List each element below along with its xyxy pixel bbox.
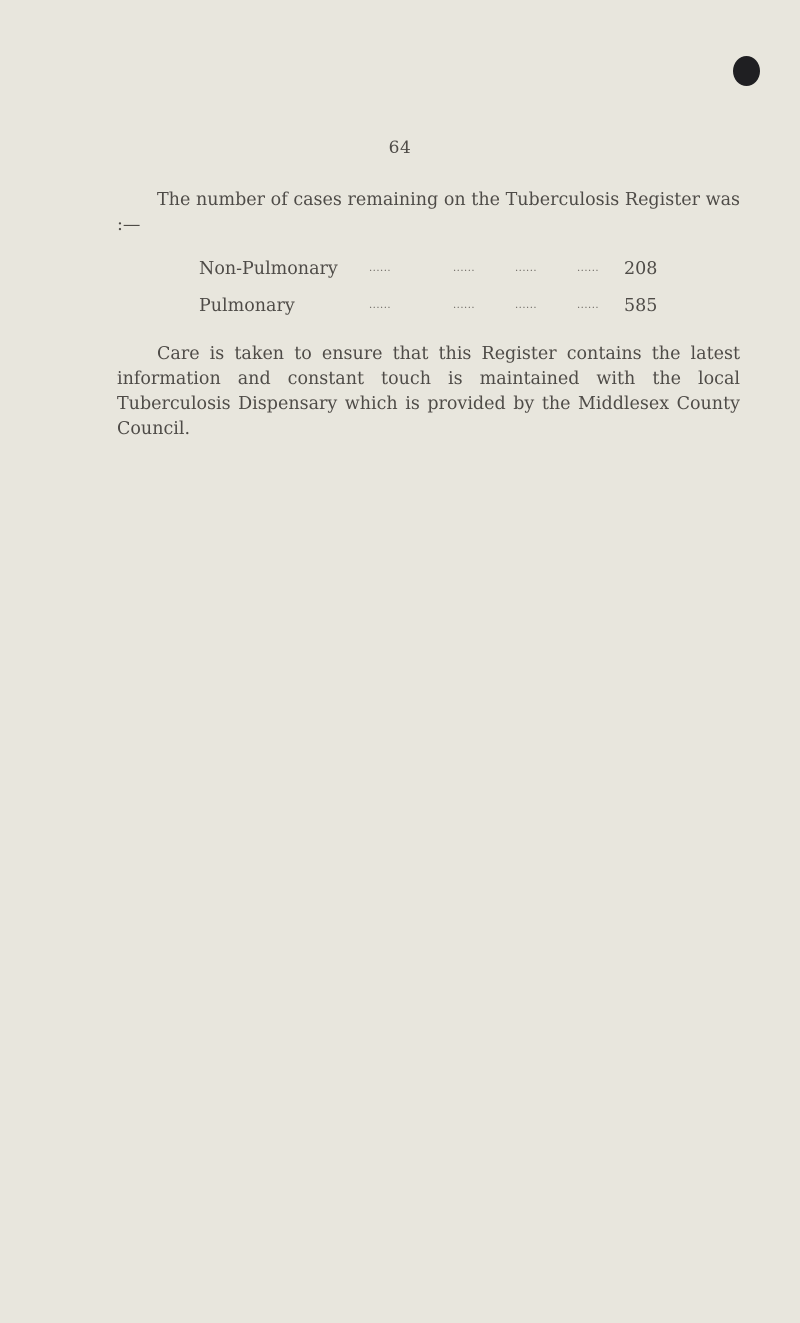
dot-leader: ......: [369, 263, 392, 274]
register-row-label: Non-Pulmonary: [199, 259, 338, 279]
dot-leader: ......: [577, 300, 600, 311]
register-row-value: 585: [624, 296, 658, 316]
register-row-label: Pulmonary: [199, 296, 295, 316]
register-row-pulmonary: [199, 293, 659, 319]
page-number: 64: [388, 138, 412, 158]
register-care-paragraph: [117, 342, 740, 442]
binding-punch-hole: [733, 56, 760, 86]
register-intro-paragraph: [117, 188, 740, 238]
dot-leader: ......: [515, 263, 538, 274]
register-intro-text: The number of cases remaining on the Tuberculosis Register was :—: [117, 190, 740, 235]
register-row-non-pulmonary: [199, 256, 659, 282]
dot-leader: ......: [369, 300, 392, 311]
dot-leader: ......: [515, 300, 538, 311]
dot-leader: ......: [577, 263, 600, 274]
dot-leader: ......: [453, 263, 476, 274]
dot-leader: ......: [453, 300, 476, 311]
register-care-text: Care is taken to ensure that this Register contains the latest information and constant touch is maintained with the local Tuberculosis Dispensary which is provided by the Middlesex County Council.: [117, 344, 740, 439]
register-row-value: 208: [624, 259, 658, 279]
